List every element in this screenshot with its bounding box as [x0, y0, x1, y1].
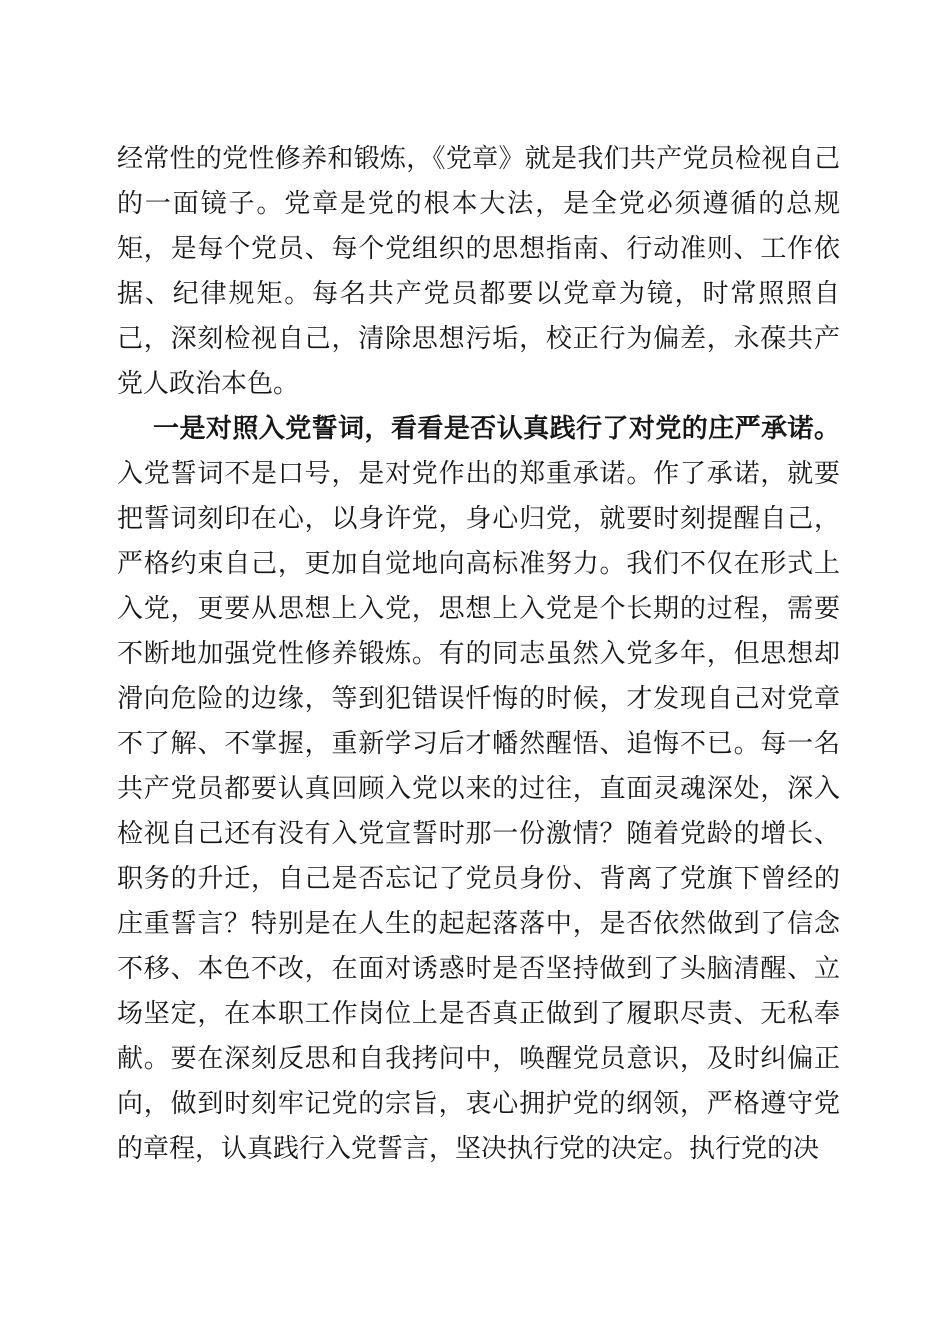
paragraph-point-one-lead: 一是对照入党誓词，看看是否认真践行了对党的庄严承诺。	[153, 414, 840, 443]
paragraph-continuation: 经常性的党性修养和锻炼，《党章》就是我们共产党员检视自己的一面镜子。党章是党的根本大法，是全党必须遵循的总规矩，是每个党员、每个党组织的思想指南、行动准则、工作依据、纪律规矩。每名共产党员都要以党章为镜，时常照照自己，深刻检视自己，清除思想污垢，校正行为偏差，永葆共产党人政治本色。	[117, 144, 840, 398]
paragraph-point-one	[117, 406, 840, 1171]
document-text-block	[117, 136, 840, 1171]
paragraph-point-one-body: 入党誓词不是口号，是对党作出的郑重承诺。作了承诺，就要把誓词刻印在心，以身许党，身心归党，就要时刻提醒自己，严格约束自己，更加自觉地向高标准努力。我们不仅在形式上入党，更要从思想上入党，思想上入党是个长期的过程，需要不断地加强党性修养锻炼。有的同志虽然入党多年，但思想却滑向危险的边缘，等到犯错误忏悔的时候，才发现自己对党章不了解、不掌握，重新学习后才幡然醒悟、追悔不已。每一名共产党员都要认真回顾入党以来的过往，直面灵魂深处，深入检视自己还有没有入党宣誓时那一份激情？随着党龄的增长、职务的升迁，自己是否忘记了党员身份、背离了党旗下曾经的庄重誓言？特别是在人生的起起落落中，是否依然做到了信念不移、本色不改，在面对诱惑时是否坚持做到了头脑清醒、立场坚定，在本职工作岗位上是否真正做到了履职尽责、无私奉献。要在深刻反思和自我拷问中，唤醒党员意识，及时纠偏正向，做到时刻牢记党的宗旨，衷心拥护党的纲领，严格遵守党的章程，认真践行入党誓言，坚决执行党的决定。执行党的决	[117, 459, 840, 1163]
